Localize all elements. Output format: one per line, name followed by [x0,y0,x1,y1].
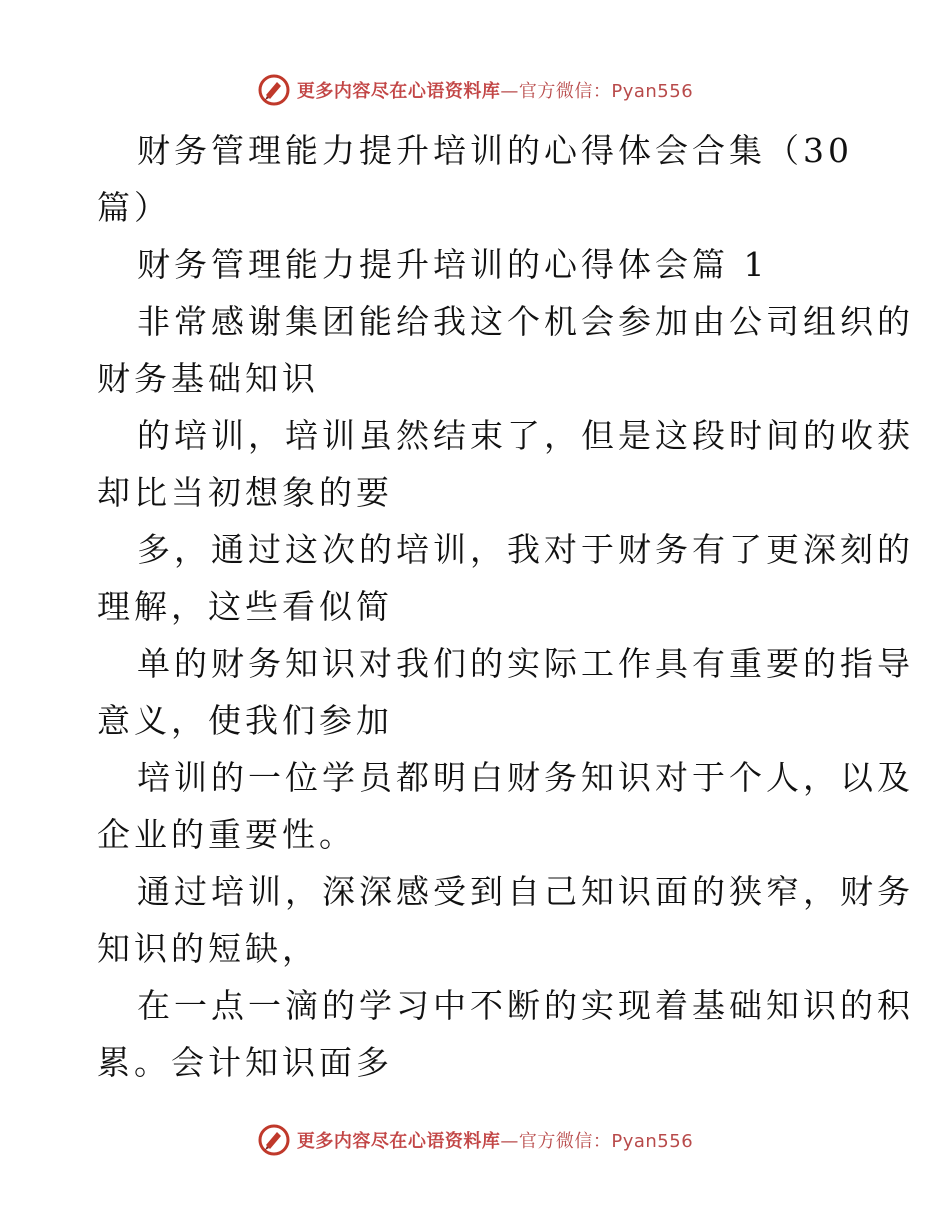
text-line: 多，通过这次的培训，我对于财务有了更深刻的 [137,530,914,569]
text-line: 财务基础知识 [97,359,319,398]
footer-banner-lead: 更多内容尽在心语资料库 [296,1131,501,1152]
text-line: 财务管理能力提升培训的心得体会篇 1 [137,245,769,284]
text-line: 单的财务知识对我们的实际工作具有重要的指导 [137,644,914,683]
text-line: 累。会计知识面多 [97,1043,393,1082]
text-line: 通过培训，深深感受到自己知识面的狭窄，财务 [137,872,914,911]
document-title-line: 财务管理能力提升培训的心得体会合集（30 [137,131,853,170]
text-line: 知识的短缺， [97,929,319,968]
document-body [97,122,914,1091]
book-pen-logo-icon [257,1123,291,1157]
text-line: 却比当初想象的要 [97,473,393,512]
header-banner-lead: 更多内容尽在心语资料库 [296,81,501,102]
footer-banner-rest: —官方微信：Pyan556 [500,1131,694,1152]
text-line: 理解，这些看似简 [97,587,393,626]
text-line: 在一点一滴的学习中不断的实现着基础知识的积 [137,986,914,1025]
text-line: 非常感谢集团能给我这个机会参加由公司组织的 [137,302,914,341]
text-line: 篇） [97,188,171,227]
text-line: 培训的一位学员都明白财务知识对于个人，以及 [137,758,914,797]
footer-banner-text [297,1127,693,1153]
text-line: 的培训，培训虽然结束了，但是这段时间的收获 [137,416,914,455]
header-banner [0,70,950,110]
book-pen-logo-icon [257,73,291,107]
text-line: 企业的重要性。 [97,815,356,854]
header-banner-rest: —官方微信：Pyan556 [500,81,694,102]
header-banner-text [297,77,693,103]
text-line: 意义，使我们参加 [97,701,393,740]
footer-banner [0,1120,950,1160]
